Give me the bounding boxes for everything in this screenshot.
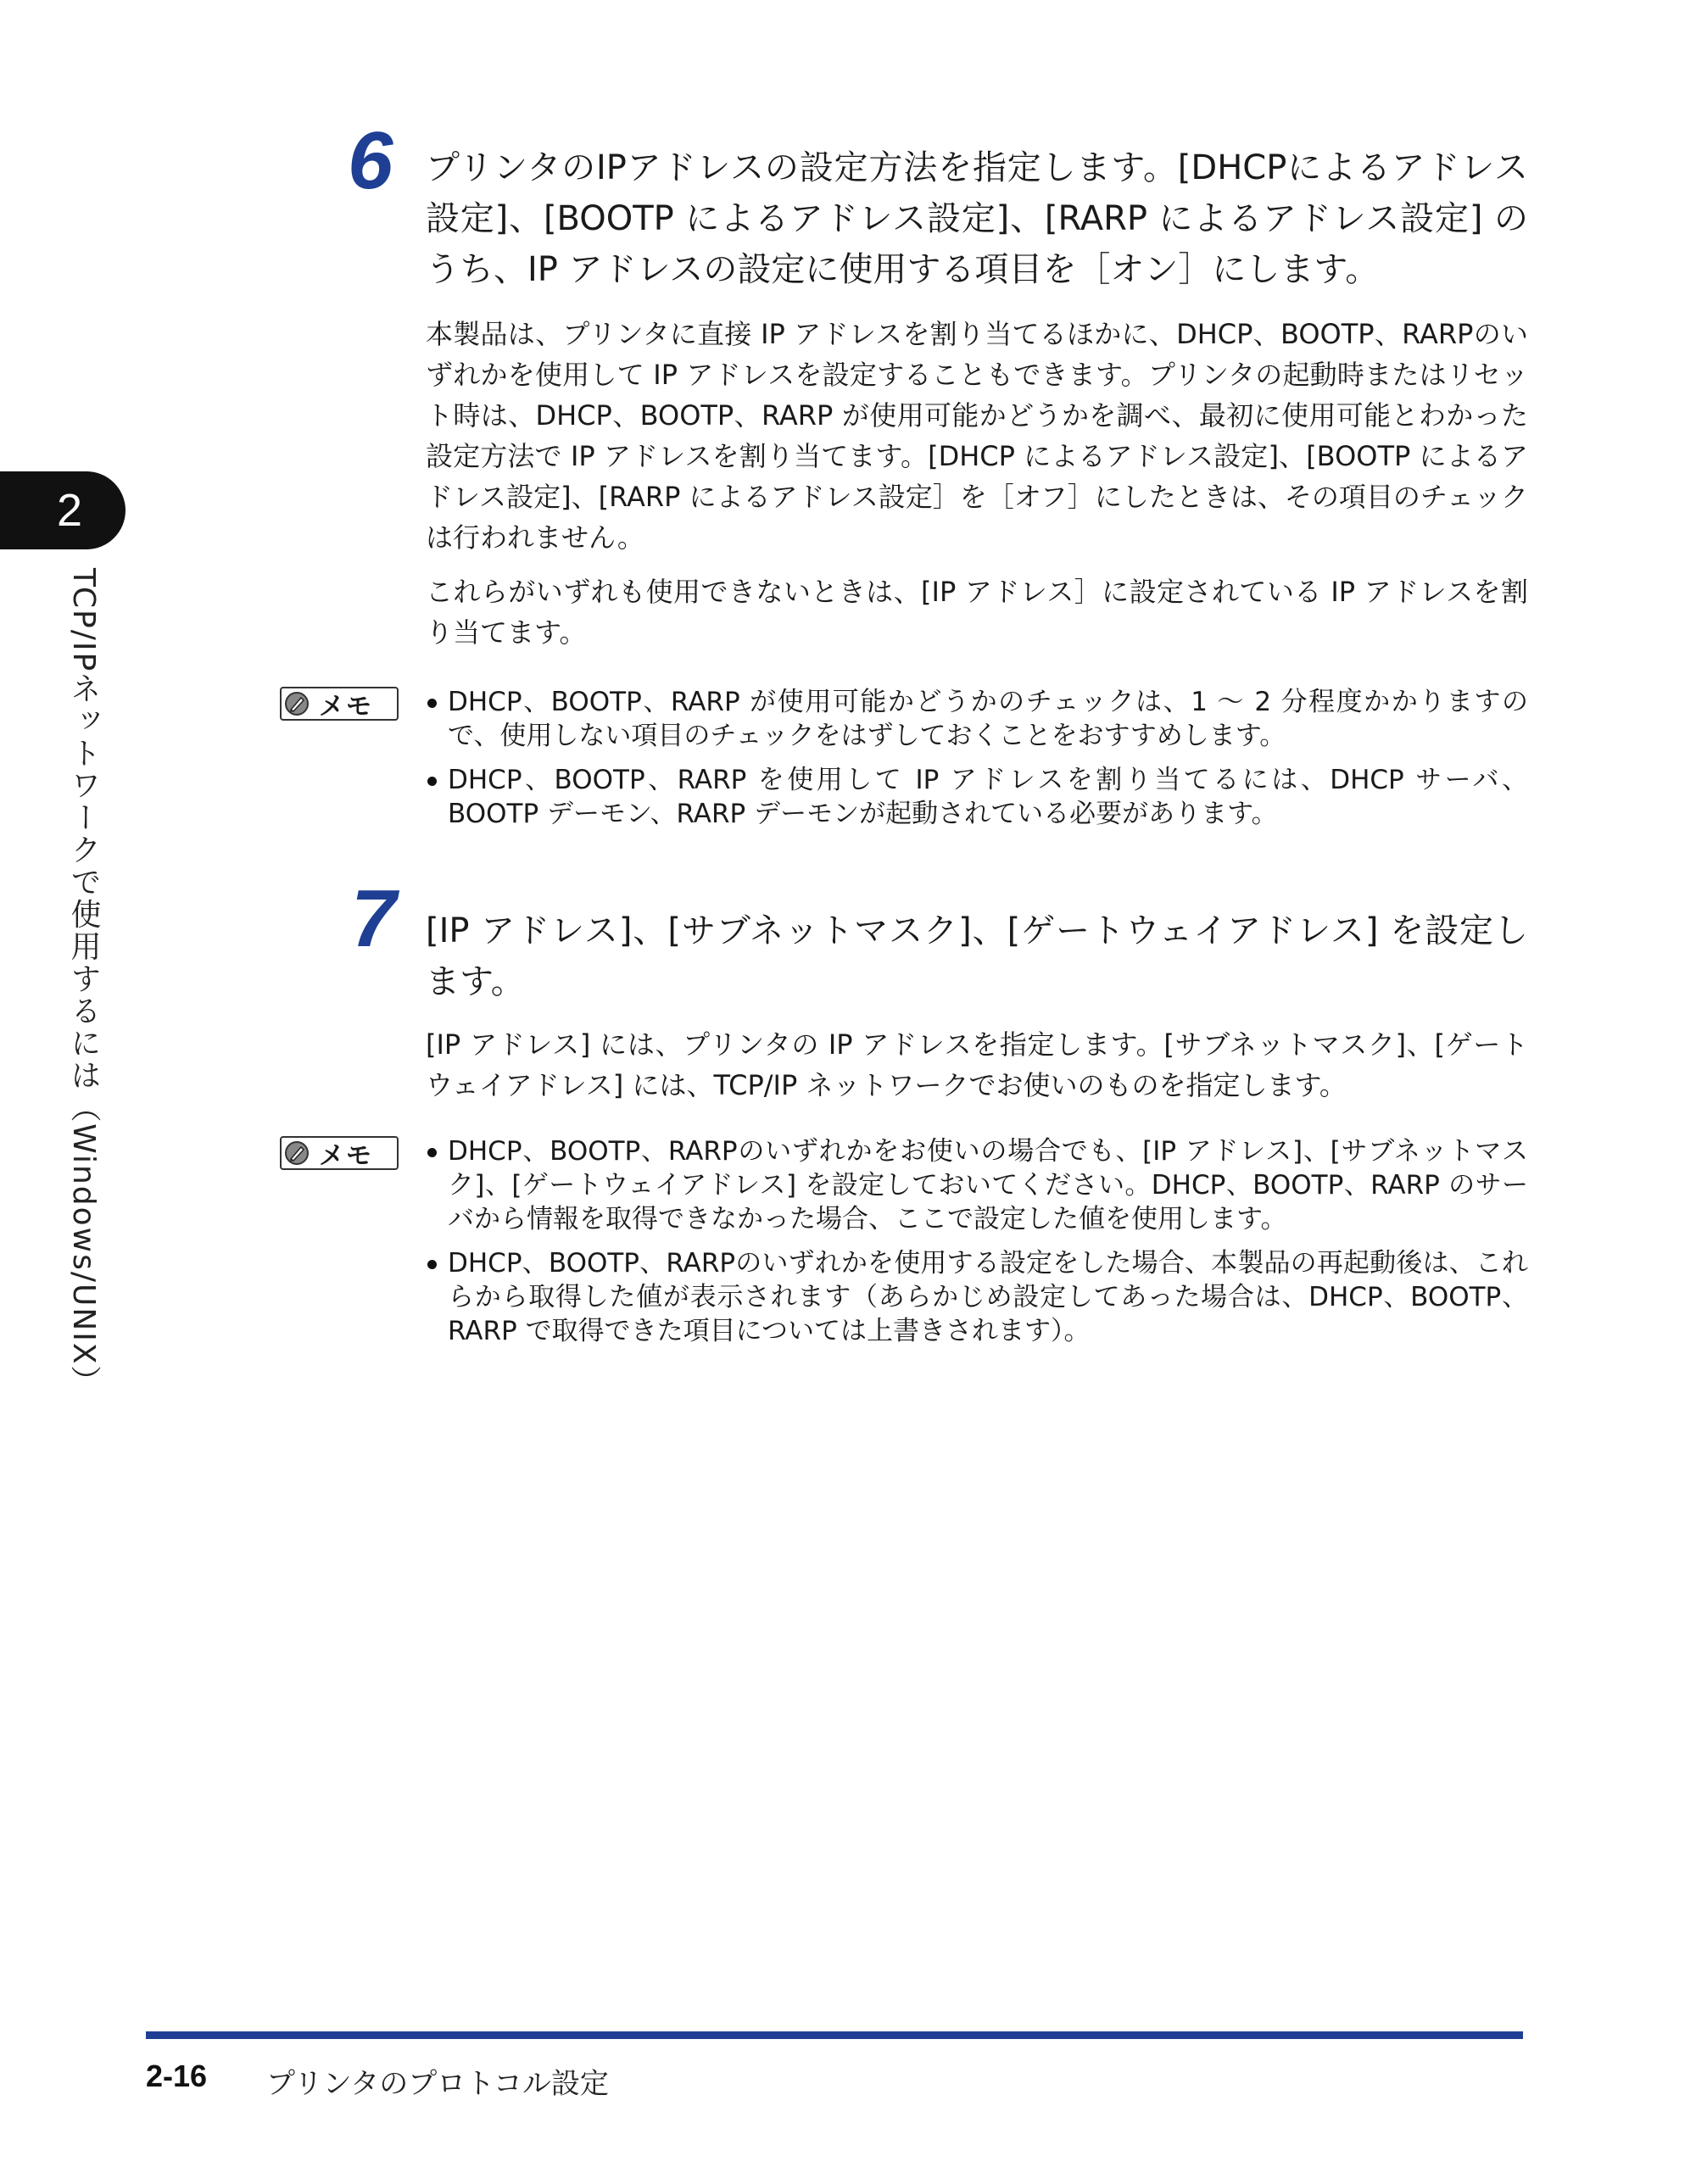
- memo-item: DHCP、BOOTP、RARP が使用可能かどうかのチェックは、1 ～ 2 分程度かかりますので、使用しない項目のチェックをはずしておくことをおすすめします。: [426, 685, 1528, 753]
- step-title: [IP アドレス]、[サブネットマスク]、[ゲートウェイアドレス] を設定します。: [426, 911, 1528, 1001]
- pencil-icon: [282, 1138, 312, 1168]
- footer-rule: [146, 2031, 1523, 2039]
- memo-item: DHCP、BOOTP、RARPのいずれかをお使いの場合でも、[IP アドレス]、[サブネットマスク]、[ゲートウェイアドレス] を設定しておいてください。DHCP、BOOTP、RARP のサーバから情報を取得できなかった場合、ここで設定した値を使用します。: [426, 1134, 1528, 1236]
- step-number: 6: [348, 115, 393, 206]
- memo-block: [280, 1134, 1526, 1372]
- footer-section-title: プリンタのプロトコル設定: [266, 2067, 609, 2101]
- memo-label: メモ: [319, 1141, 373, 1171]
- memo-block: [280, 685, 1526, 838]
- step-paragraph: 本製品は、プリンタに直接 IP アドレスを割り当てるほかに、DHCP、BOOTP、RARPのいずれかを使用して IP アドレスを設定することもできます。プリンタの起動時またはリセット時は、DHCP、BOOTP、RARP が使用可能かどうかを調べ、最初に使用可能とわかった設定方法で IP アドレスを割り当てます。[DHCP によるアドレス設定]、[BOOTP によるアドレス設定]、[RARP によるアドレス設定］を［オフ］にしたときは、その項目のチェックは行われません。: [426, 318, 1528, 554]
- step-paragraph: これらがいずれも使用できないときは、[IP アドレス］に設定されている IP アドレスを割り当てます。: [426, 576, 1528, 649]
- memo-badge: [280, 1136, 399, 1170]
- step-number: 7: [351, 873, 397, 964]
- pencil-icon: [282, 688, 312, 719]
- memo-item: DHCP、BOOTP、RARP を使用して IP アドレスを割り当てるには、DHCP サーバ、BOOTP デーモン、RARP デーモンが起動されている必要があります。: [426, 763, 1528, 831]
- memo-label: メモ: [319, 692, 373, 722]
- step-7: [348, 873, 1528, 1116]
- memo-list: [426, 1134, 1528, 1358]
- step-title: プリンタのIPアドレスの設定方法を指定します。[DHCPによるアドレス設定]、[BOOTP によるアドレス設定]、[RARP によるアドレス設定] のうち、IP アドレスの設定に使用する項目を［オン］にします。: [426, 148, 1528, 289]
- memo-list: [426, 685, 1528, 841]
- chapter-number: 2: [56, 485, 83, 536]
- step-paragraph: [IP アドレス] には、プリンタの IP アドレスを指定します。[サブネットマスク]、[ゲートウェイアドレス] には、TCP/IP ネットワークでお使いのものを指定します。: [426, 1028, 1528, 1101]
- memo-badge: [280, 687, 399, 721]
- memo-item: DHCP、BOOTP、RARPのいずれかを使用する設定をした場合、本製品の再起動後は、これらから取得した値が表示されます（あらかじめ設定してあった場合は、DHCP、BOOTP、RARP で取得できた項目については上書きされます）。: [426, 1246, 1528, 1348]
- chapter-side-title: TCP/IPネットワークで使用するには（Windows/UNIX）: [66, 568, 101, 1398]
- step-6: [348, 115, 1528, 663]
- page-number: 2-16: [146, 2059, 208, 2093]
- chapter-tab: [0, 471, 126, 549]
